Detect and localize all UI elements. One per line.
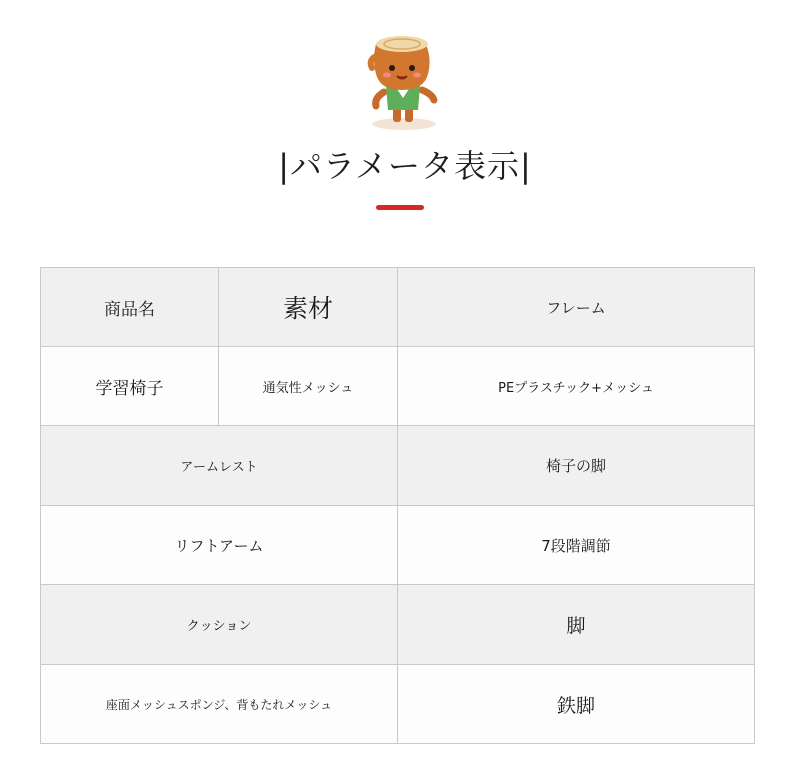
- table-cell: アームレスト: [41, 426, 398, 506]
- table-row: [41, 665, 755, 744]
- table-cell: 脚: [398, 585, 755, 665]
- table-cell: 素材: [219, 268, 398, 347]
- page-title: |パラメータ表示|: [278, 147, 532, 185]
- table-row: [41, 268, 755, 347]
- table-cell: リフトアーム: [41, 506, 398, 585]
- table-cell: フレーム: [398, 268, 755, 347]
- table-row: [41, 347, 755, 426]
- table-cell: 7段階調節: [398, 506, 755, 585]
- table-cell: 座面メッシュスポンジ、背もたれメッシュ: [41, 665, 398, 744]
- table-cell: 商品名: [41, 268, 219, 347]
- table-cell: 学習椅子: [41, 347, 219, 426]
- title-underline: [376, 205, 424, 210]
- tree-stump-mascot-icon: [362, 30, 442, 132]
- table-row: [41, 585, 755, 665]
- table-cell: 鉄脚: [398, 665, 755, 744]
- table-row: [41, 506, 755, 585]
- parameter-table: [40, 267, 755, 744]
- table-cell: 椅子の脚: [398, 426, 755, 506]
- table-cell: 通気性メッシュ: [219, 347, 398, 426]
- table-cell: クッション: [41, 585, 398, 665]
- table-cell: PEプラスチック+メッシュ: [398, 347, 755, 426]
- table-row: [41, 426, 755, 506]
